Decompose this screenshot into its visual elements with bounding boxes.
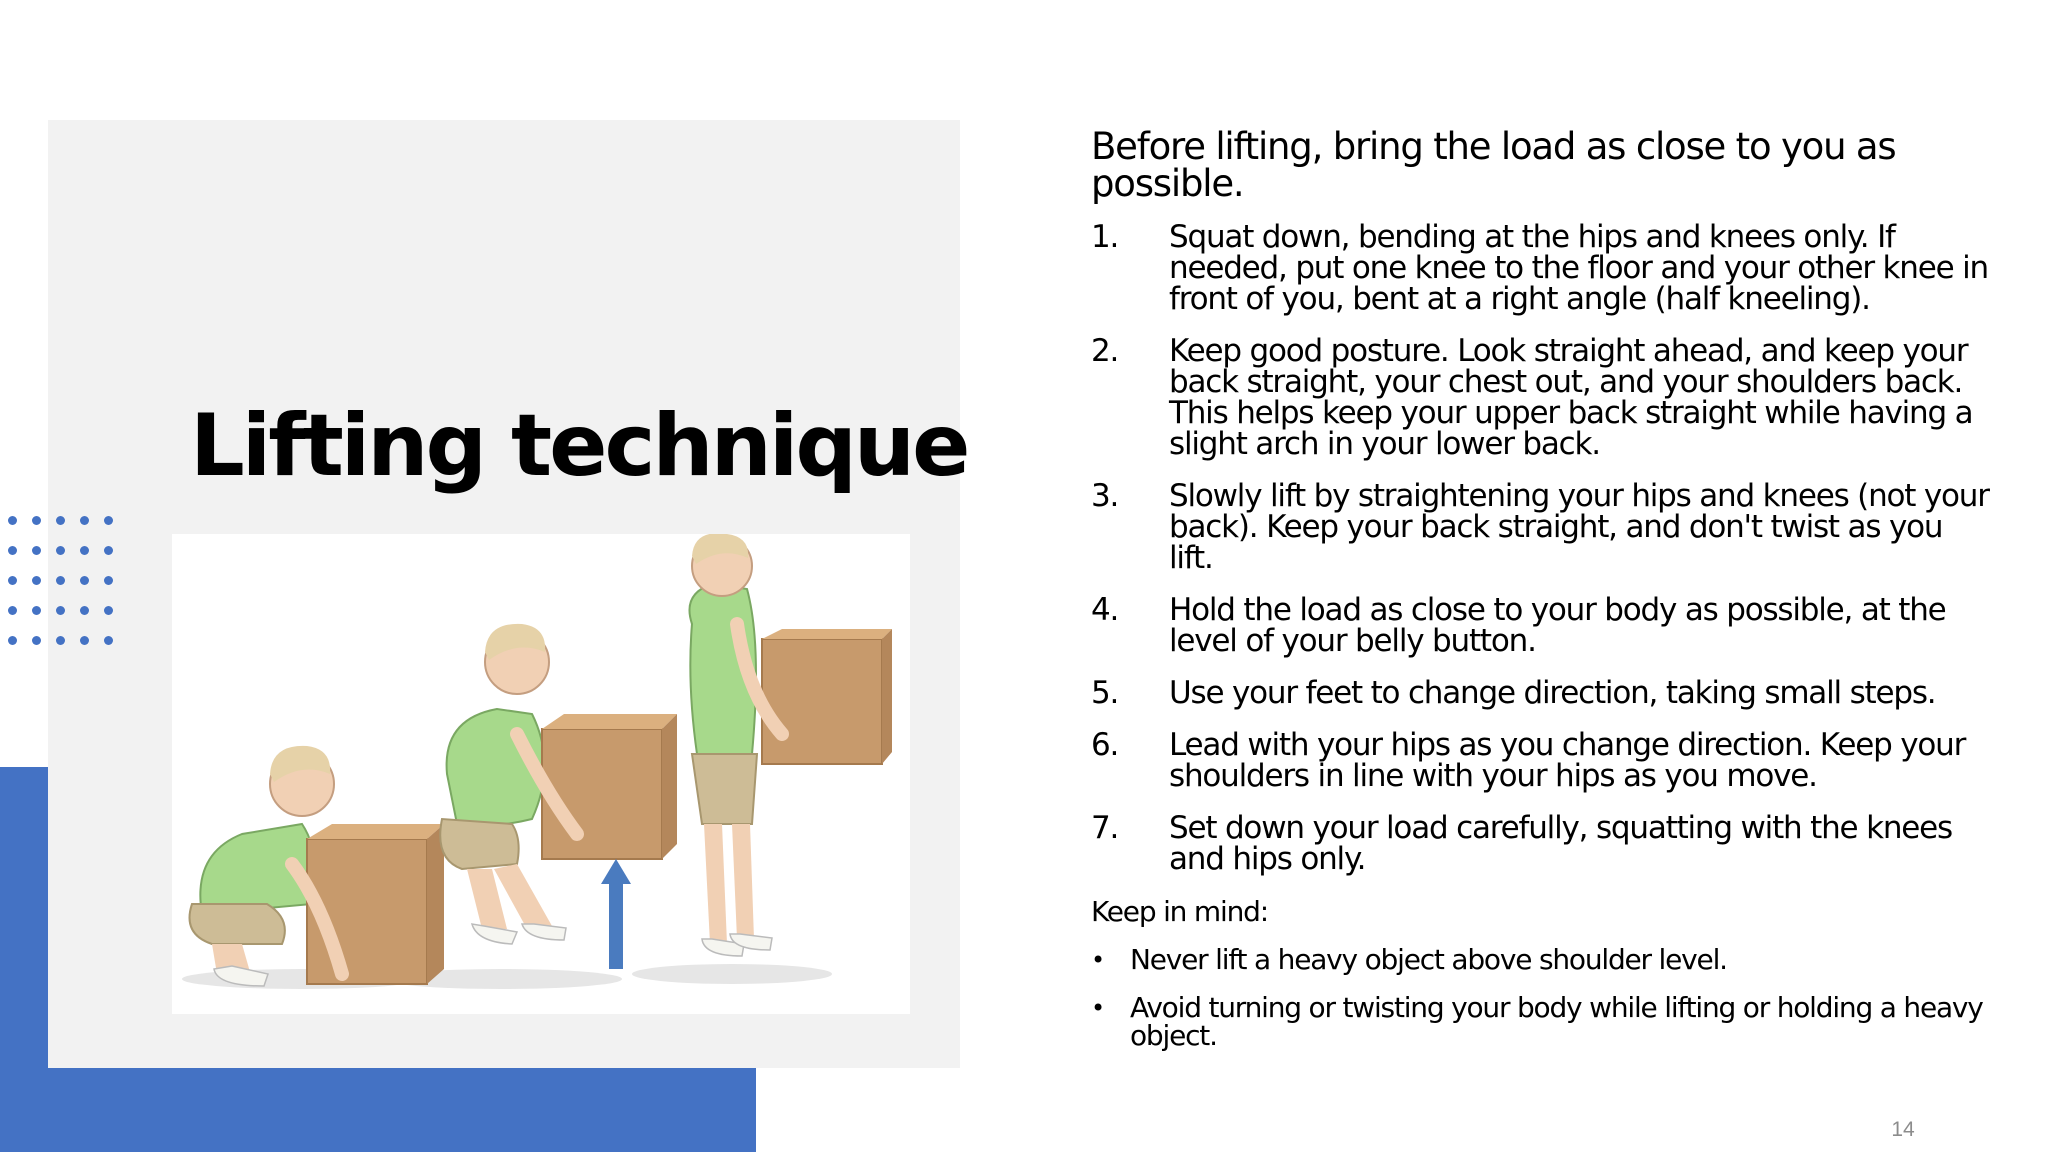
bullet-icon: • xyxy=(1091,946,1104,974)
list-item xyxy=(1091,478,1991,576)
step-text: Squat down, bending at the hips and knees only. If needed, put one knee to the floor and your other knee in front of you, bent at a right angle (half kneeling). xyxy=(1169,219,1988,317)
note-text: Avoid turning or twisting your body while lifting or holding a heavy object. xyxy=(1130,991,1983,1052)
steps-list xyxy=(1091,219,1991,877)
squatting-figure xyxy=(190,746,445,986)
list-item xyxy=(1091,943,1991,976)
bullet-icon: • xyxy=(1091,994,1104,1022)
list-item xyxy=(1091,333,1991,462)
note-text: Never lift a heavy object above shoulder level. xyxy=(1130,943,1727,976)
standing-figure xyxy=(690,534,893,956)
list-item xyxy=(1091,219,1991,317)
notes-list xyxy=(1091,943,1991,1052)
keep-in-mind-heading: Keep in mind: xyxy=(1091,895,1268,928)
list-item xyxy=(1091,727,1991,794)
lead-sentence: Before lifting, bring the load as close to you as possible. xyxy=(1091,125,1896,205)
step-number: 7. xyxy=(1091,810,1119,846)
up-arrow-icon xyxy=(601,859,631,969)
decorative-dot-grid xyxy=(8,516,118,646)
step-text: Set down your load carefully, squatting with the knees and hips only. xyxy=(1169,810,1952,877)
step-number: 5. xyxy=(1091,675,1119,711)
list-item xyxy=(1091,675,1991,711)
instructions-content xyxy=(1091,125,1991,1070)
step-number: 6. xyxy=(1091,727,1119,763)
list-item xyxy=(1091,991,1991,1052)
step-number: 3. xyxy=(1091,478,1119,514)
lifting-figure xyxy=(440,624,677,944)
step-number: 2. xyxy=(1091,333,1119,369)
slide-title: Lifting technique xyxy=(190,396,968,496)
step-text: Slowly lift by straightening your hips and knees (not your back). Keep your back straight, and don't twist as you lift. xyxy=(1169,478,1989,576)
step-text: Use your feet to change direction, taking small steps. xyxy=(1169,675,1936,711)
list-item xyxy=(1091,592,1991,659)
step-text: Keep good posture. Look straight ahead, and keep your back straight, your chest out, and your shoulders back. This helps keep your upper back straight while having a slight arch in your lower back. xyxy=(1169,333,1973,462)
step-text: Lead with your hips as you change direction. Keep your shoulders in line with your hips as you move. xyxy=(1169,727,1966,794)
page-number: 14 xyxy=(1891,1118,1915,1141)
step-text: Hold the load as close to your body as possible, at the level of your belly button. xyxy=(1169,592,1946,659)
person-lifting-box-illustration xyxy=(172,534,910,1014)
list-item xyxy=(1091,810,1991,877)
step-number: 1. xyxy=(1091,219,1119,255)
step-number: 4. xyxy=(1091,592,1119,628)
